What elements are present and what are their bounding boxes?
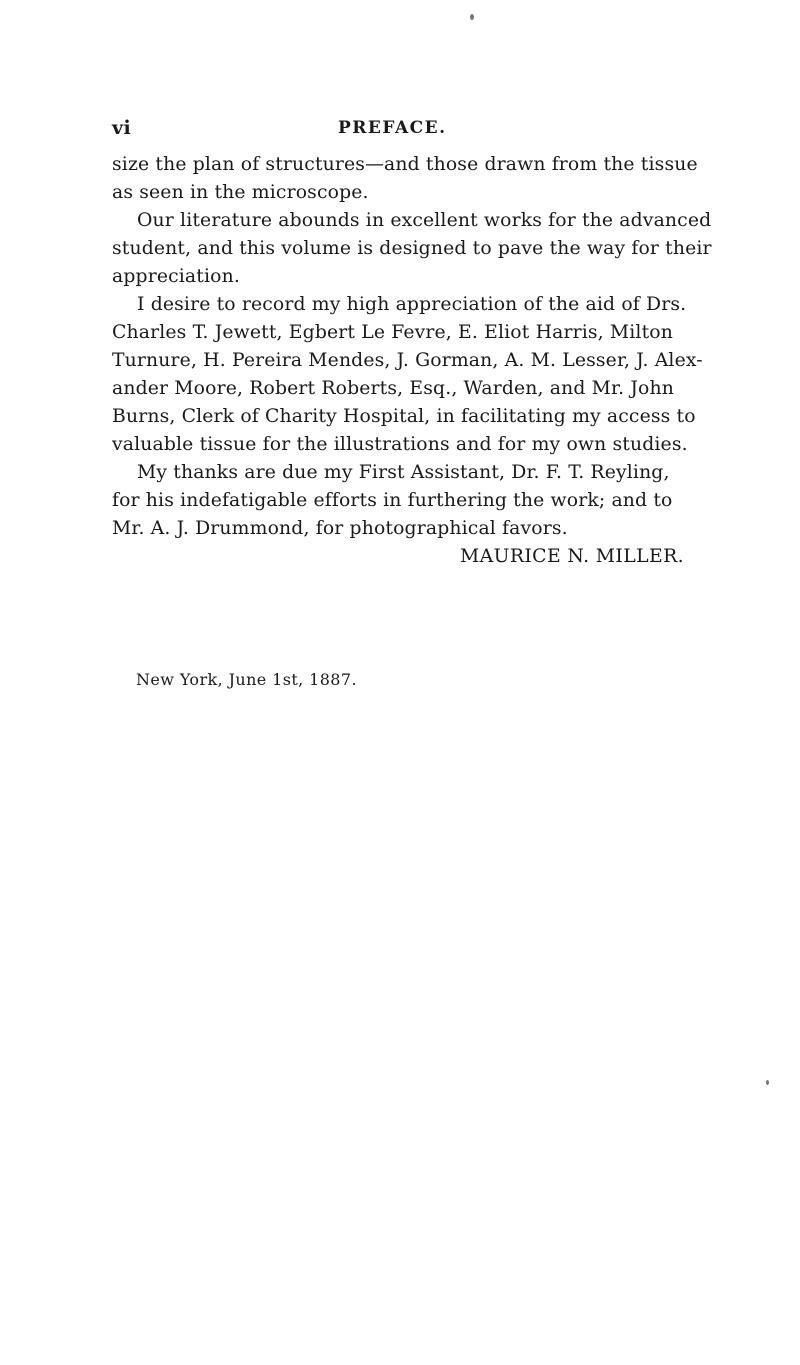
text-line: valuable tissue for the illustrations and for my own studies. bbox=[112, 434, 688, 455]
text-line: student, and this volume is designed to pave the way for their bbox=[112, 238, 712, 259]
text-line: Mr. A. J. Drummond, for photographical favors. bbox=[112, 518, 568, 539]
text-line: for his indefatigable efforts in furthering the work; and to bbox=[112, 490, 673, 511]
print-speck bbox=[470, 14, 474, 20]
text-line: I desire to record my high appreciation of the aid of Drs. bbox=[137, 294, 687, 315]
text-line: Our literature abounds in excellent works for the advanced bbox=[137, 210, 712, 231]
text-line: size the plan of structures—and those drawn from the tissue bbox=[112, 154, 698, 175]
text-line: appreciation. bbox=[112, 266, 240, 287]
text-line: Turnure, H. Pereira Mendes, J. Gorman, A. M. Lesser, J. Alex- bbox=[112, 350, 703, 371]
dateline: New York, June 1st, 1887. bbox=[136, 670, 357, 689]
text-line: as seen in the microscope. bbox=[112, 182, 369, 203]
page-header bbox=[112, 117, 732, 139]
preface-text bbox=[112, 151, 752, 571]
text-line: Burns, Clerk of Charity Hospital, in facilitating my access to bbox=[112, 406, 696, 427]
text-line: Charles T. Jewett, Egbert Le Fevre, E. Eliot Harris, Milton bbox=[112, 322, 673, 343]
author-signature: MAURICE N. MILLER. bbox=[460, 546, 685, 567]
running-head: PREFACE. bbox=[338, 118, 447, 138]
text-line: My thanks are due my First Assistant, Dr. F. T. Reyling, bbox=[137, 462, 670, 483]
text-line: ander Moore, Robert Roberts, Esq., Warden, and Mr. John bbox=[112, 378, 674, 399]
print-speck bbox=[766, 1080, 769, 1085]
page-number: vi bbox=[112, 117, 132, 139]
